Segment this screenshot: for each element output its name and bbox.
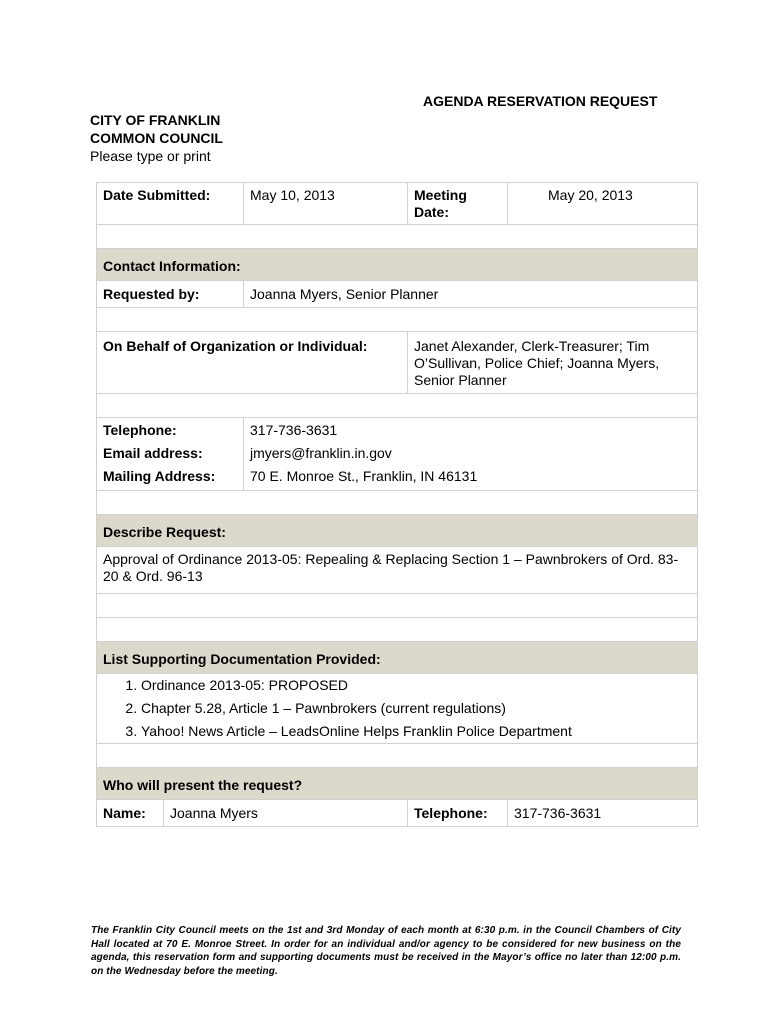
documentation-item[interactable]: 1. Ordinance 2013-05: PROPOSED xyxy=(141,674,697,697)
documentation-list-cell xyxy=(97,674,698,744)
org-council: COMMON COUNCIL xyxy=(90,130,223,146)
documentation-list xyxy=(97,674,697,743)
presenter-name-label: Name: xyxy=(97,800,164,827)
request-section-title: Describe Request: xyxy=(97,515,698,547)
email-value[interactable]: jmyers@franklin.in.gov xyxy=(244,442,698,465)
spacer-row xyxy=(97,744,698,768)
spacer-row xyxy=(97,618,698,642)
email-label: Email address: xyxy=(97,442,244,465)
organization-header xyxy=(90,111,223,165)
mailing-value[interactable]: 70 E. Monroe St., Franklin, IN 46131 xyxy=(244,465,698,491)
telephone-value[interactable]: 317-736-3631 xyxy=(244,418,698,443)
presenter-telephone-label: Telephone: xyxy=(408,800,508,827)
meeting-date-value[interactable]: May 20, 2013 xyxy=(508,183,698,225)
presenter-section-title: Who will present the request? xyxy=(97,768,698,800)
requested-by-label: Requested by: xyxy=(97,281,244,308)
documentation-section-title: List Supporting Documentation Provided: xyxy=(97,642,698,674)
spacer-row xyxy=(97,308,698,332)
presenter-name-value[interactable]: Joanna Myers xyxy=(164,800,408,827)
spacer-row xyxy=(97,394,698,418)
contact-section-title: Contact Information: xyxy=(97,249,698,281)
behalf-label: On Behalf of Organization or Individual: xyxy=(97,332,408,394)
mailing-label: Mailing Address: xyxy=(97,465,244,491)
request-description[interactable]: Approval of Ordinance 2013-05: Repealing & Replacing Section 1 – Pawnbrokers of Ord. 83-20 & Ord. 96-13 xyxy=(97,547,698,594)
behalf-value[interactable]: Janet Alexander, Clerk-Treasurer; Tim O’Sullivan, Police Chief; Joanna Myers, Senior Planner xyxy=(408,332,698,394)
spacer-row xyxy=(97,491,698,515)
date-submitted-label: Date Submitted: xyxy=(97,183,244,225)
documentation-item[interactable]: 3. Yahoo! News Article – LeadsOnline Helps Franklin Police Department xyxy=(141,720,697,743)
telephone-label: Telephone: xyxy=(97,418,244,443)
org-city: CITY OF FRANKLIN xyxy=(90,112,221,128)
meeting-date-label: Meeting Date: xyxy=(408,183,508,225)
requested-by-value[interactable]: Joanna Myers, Senior Planner xyxy=(244,281,698,308)
presenter-telephone-value[interactable]: 317-736-3631 xyxy=(508,800,698,827)
spacer-row xyxy=(97,225,698,249)
form-instruction: Please type or print xyxy=(90,148,211,164)
form-title: AGENDA RESERVATION REQUEST xyxy=(423,93,658,109)
reservation-form xyxy=(96,182,698,827)
spacer-row xyxy=(97,594,698,618)
date-submitted-value[interactable]: May 10, 2013 xyxy=(244,183,408,225)
meeting-policy-note: The Franklin City Council meets on the 1st and 3rd Monday of each month at 6:30 p.m. in the Council Chambers of City Hall located at 70 E. Monroe Street. In order for an individual and/or agency to be considered for new business on the agenda, this reservation form and supporting documents must be received in the Mayor’s office no later than 12:00 p.m. on the Wednesday before the meeting. xyxy=(91,925,681,977)
documentation-item[interactable]: 2. Chapter 5.28, Article 1 – Pawnbrokers (current regulations) xyxy=(141,697,697,720)
